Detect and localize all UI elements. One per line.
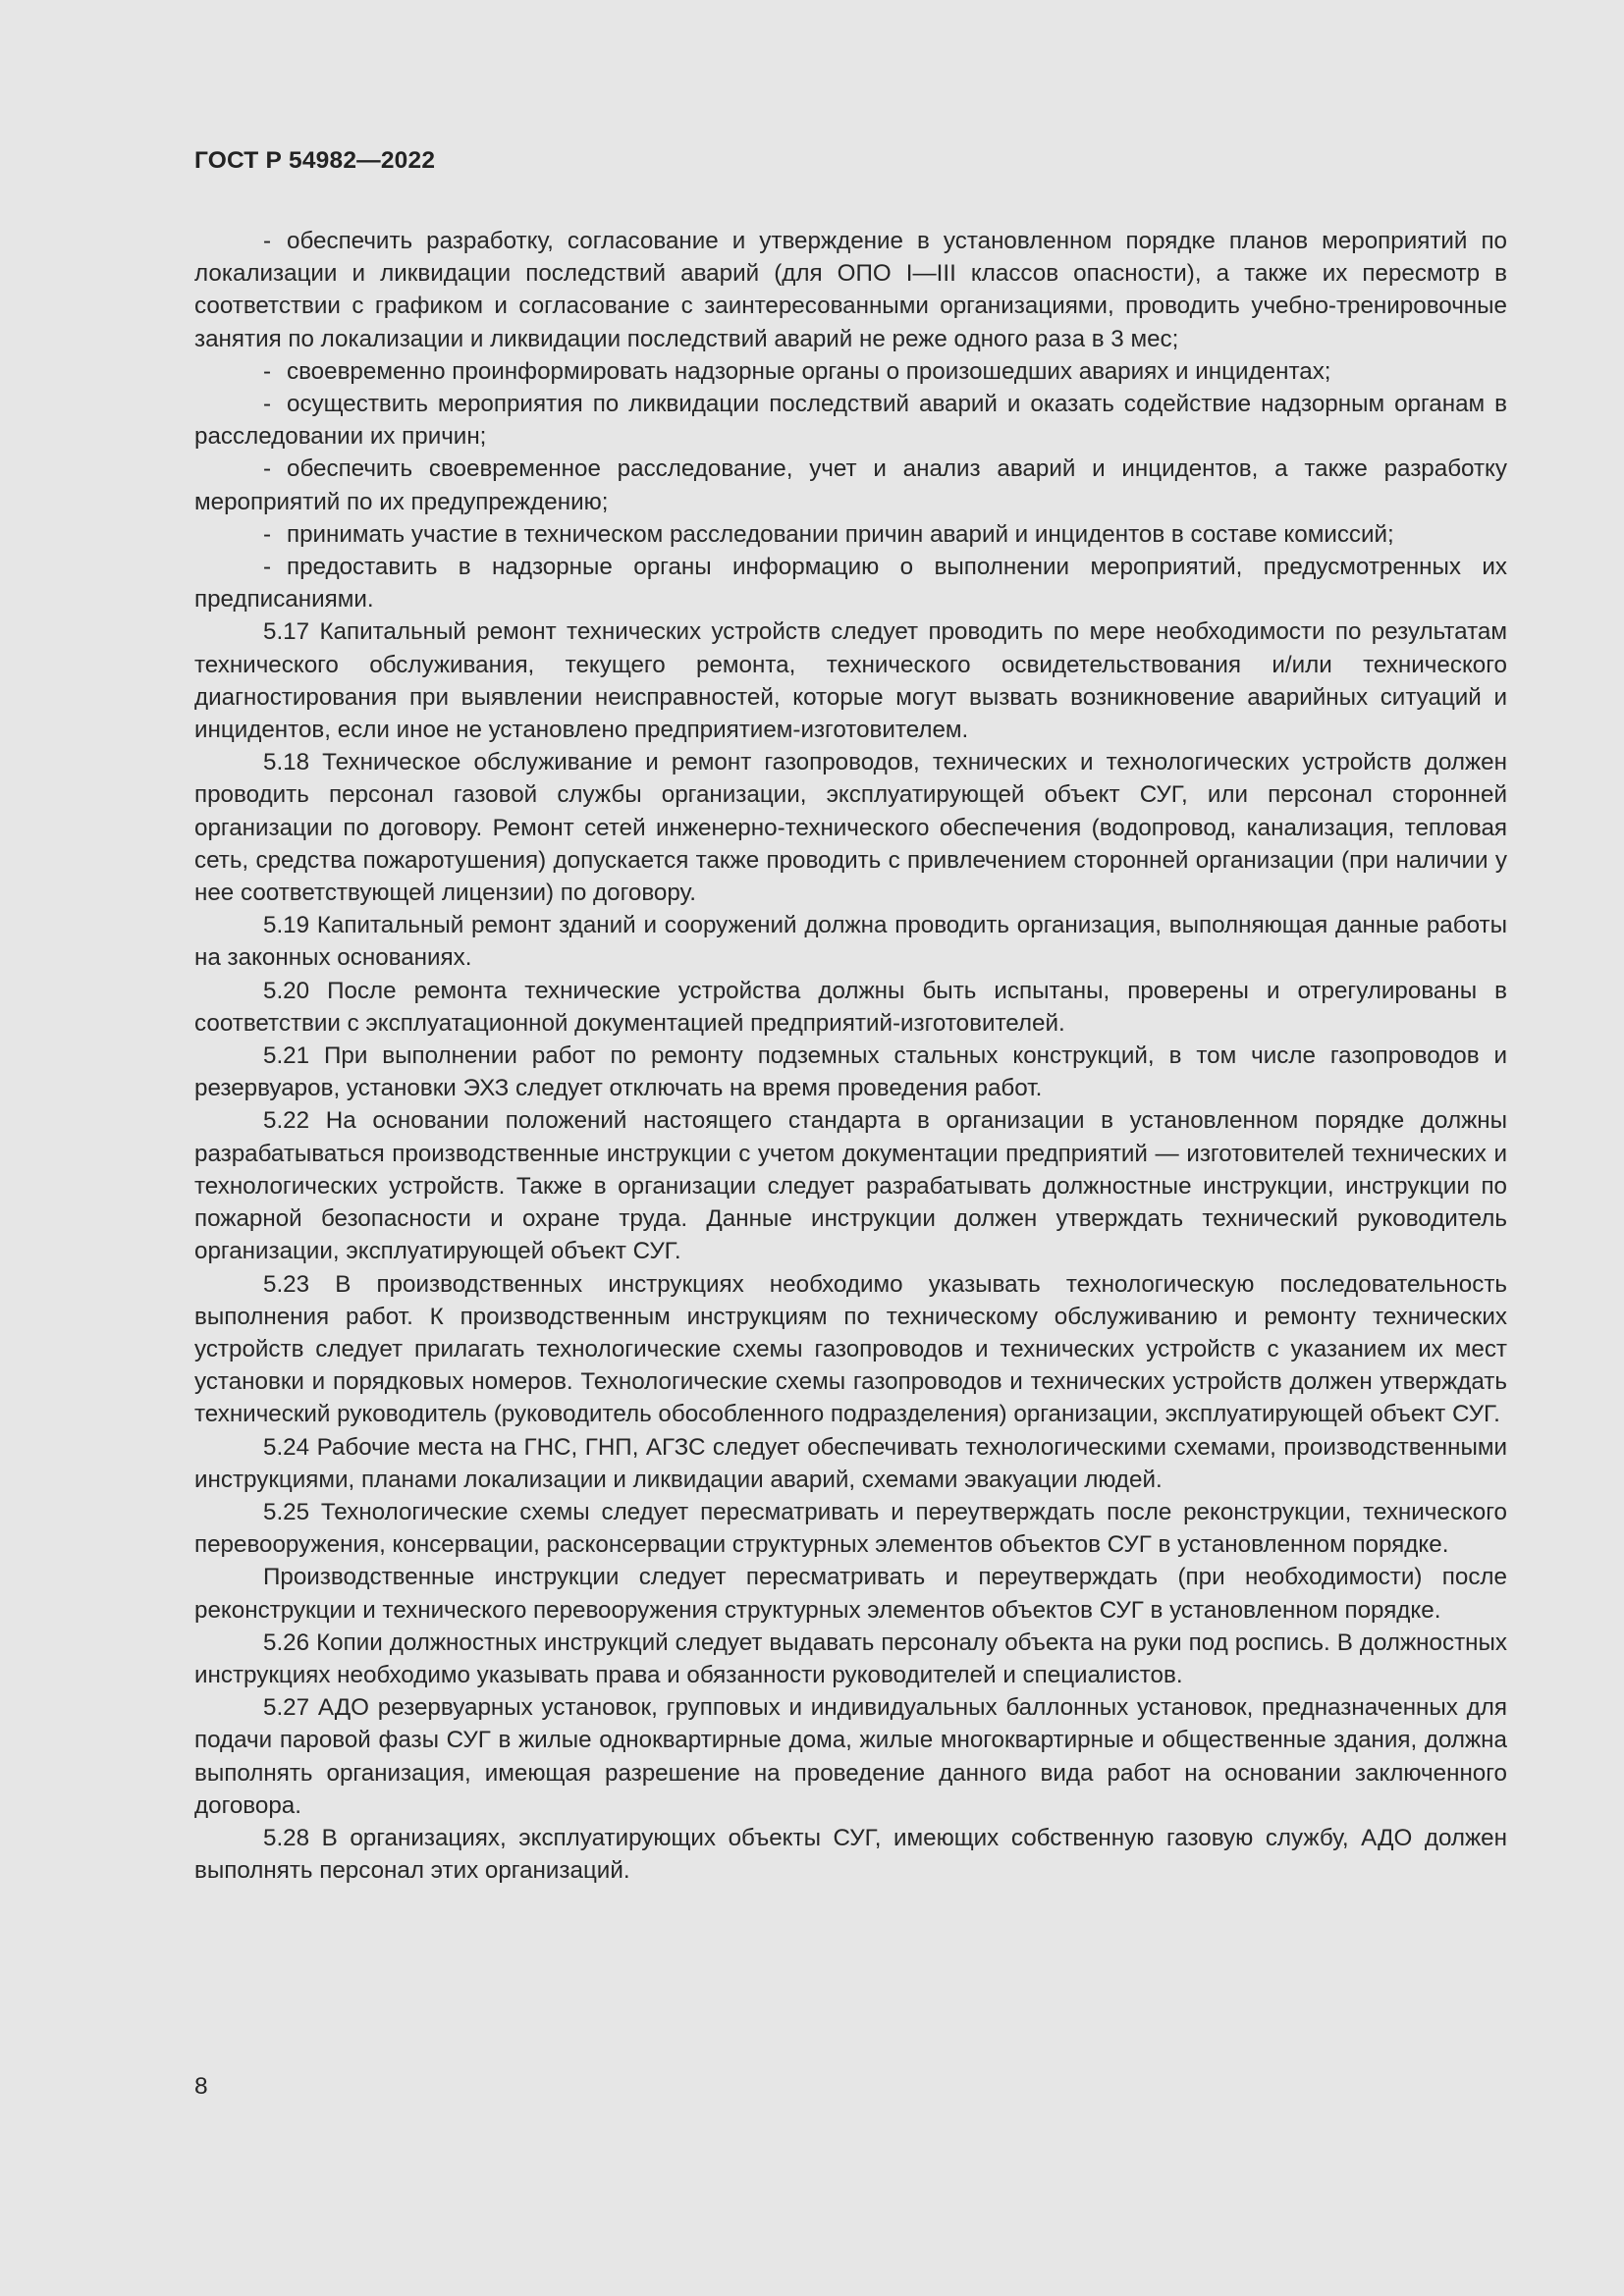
dash-marker: - xyxy=(263,520,272,548)
paragraph-5-25: 5.25 Технологические схемы следует пересматривать и переутверждать после реконструкции, технического перевооружения, консервации, расконсервации структурных элементов объектов СУГ в установленном порядке. xyxy=(194,1498,1507,1559)
list-item-text: обеспечить своевременное расследование, учет и анализ аварий и инцидентов, а также разработку мероприятий по их предупреждению; xyxy=(194,455,1507,515)
page-number: 8 xyxy=(194,2073,208,2100)
paragraph-5-26: 5.26 Копии должностных инструкций следует выдавать персоналу объекта на руки под роспись. В должностных инструкциях необходимо указывать права и обязанности руководителей и специалистов. xyxy=(194,1629,1507,1688)
paragraph-5-22: 5.22 На основании положений настоящего стандарта в организации в установленном порядке должны разрабатываться производственные инструкции с учетом документации предприятий — изготовителей технических и технологических устройств. Также в организации следует разрабатывать должностные инструкции, инструкции по пожарной безопасности и охране труда. Данные инструкции должен утверждать технический руководитель организации, эксплуатирующей объект СУГ. xyxy=(194,1107,1507,1265)
list-item xyxy=(194,518,1507,551)
list-item-text: осуществить мероприятия по ликвидации последствий аварий и оказать содействие надзорным органам в расследовании их причин; xyxy=(194,391,1507,451)
dash-marker: - xyxy=(263,455,272,483)
paragraph-5-24: 5.24 Рабочие места на ГНС, ГНП, АГЗС следует обеспечивать технологическими схемами, производственными инструкциями, планами локализации и ликвидации аварий, схемами эвакуации людей. xyxy=(194,1433,1507,1493)
paragraph-5-23: 5.23 В производственных инструкциях необходимо указывать технологическую последовательность выполнения работ. К производственным инструкциям по техническому обслуживанию и ремонту технических устройств следует прилагать технологические схемы газопроводов и технических устройств с указанием их мест установки и порядковых номеров. Технологические схемы газопроводов и технических устройств должен утверждать технический руководитель (руководитель обособленного подразделения) организации, эксплуатирующей объект СУГ. xyxy=(194,1270,1507,1428)
paragraph-5-27: 5.27 АДО резервуарных установок, групповых и индивидуальных баллонных установок, предназначенных для подачи паровой фазы СУГ в жилые одноквартирные дома, жилые многоквартирные и общественные здания, должна выполнять организация, имеющая разрешение на проведение данного вида работ на основании заключенного договора. xyxy=(194,1694,1507,1819)
document-code-header: ГОСТ Р 54982—2022 xyxy=(194,147,436,174)
list-item xyxy=(194,551,1507,615)
paragraph-5-21: 5.21 При выполнении работ по ремонту подземных стальных конструкций, в том числе газопроводов и резервуаров, установки ЭХЗ следует отключать на время проведения работ. xyxy=(194,1042,1507,1102)
list-item-text: предоставить в надзорные органы информацию о выполнении мероприятий, предусмотренных их предписаниями. xyxy=(194,554,1507,614)
paragraph-5-28: 5.28 В организациях, эксплуатирующих объекты СУГ, имеющих собственную газовую службу, АДО должен выполнять персонал этих организаций. xyxy=(194,1824,1507,1885)
list-item xyxy=(194,355,1507,388)
dash-marker: - xyxy=(263,554,272,581)
paragraph-5-19: 5.19 Капитальный ремонт зданий и сооружений должна проводить организация, выполняющая данные работы на законных основаниях. xyxy=(194,912,1507,972)
list-item-text: своевременно проинформировать надзорные органы о произошедших авариях и инцидентах; xyxy=(287,357,1331,385)
dash-marker: - xyxy=(263,228,272,254)
paragraph-5-18: 5.18 Техническое обслуживание и ремонт газопроводов, технических и технологических устройств должен проводить персонал газовой службы организации, эксплуатирующей объект СУГ, или персонал сторонней организации по договору. Ремонт сетей инженерно-технического обеспечения (водопровод, канализация, тепловая сеть, средства пожаротушения) допускается также проводить с привлечением сторонней организации (при наличии у нее соответствующей лицензии) по договору. xyxy=(194,749,1507,907)
list-item-text: принимать участие в техническом расследовании причин аварий и инцидентов в составе комиссий; xyxy=(287,520,1394,548)
list-item xyxy=(194,225,1507,355)
list-item xyxy=(194,453,1507,517)
paragraph-5-17: 5.17 Капитальный ремонт технических устройств следует проводить по мере необходимости по результатам технического обслуживания, текущего ремонта, технического освидетельствования и/или технического диагностирования при выявлении неисправностей, которые могут вызвать возникновение аварийных ситуаций и инцидентов, если иное не установлено предприятием-изготовителем. xyxy=(194,618,1507,744)
list-item xyxy=(194,388,1507,453)
document-body xyxy=(194,225,1507,1887)
list-item-text: обеспечить разработку, согласование и утверждение в установленном порядке планов мероприятий по локализации и ликвидации последствий аварий (для ОПО I—III классов опасности), а также их пересмотр в соответствии с графиком и согласование с заинтересованными организациями, проводить учебно-тренировочные занятия по локализации и ликвидации последствий аварий не реже одного раза в 3 мес; xyxy=(194,228,1507,352)
paragraph-5-20: 5.20 После ремонта технические устройства должны быть испытаны, проверены и отрегулированы в соответствии с эксплуатационной документацией предприятий-изготовителей. xyxy=(194,977,1507,1037)
dash-marker: - xyxy=(263,391,272,418)
paragraph-5-25-continued: Производственные инструкции следует пересматривать и переутверждать (при необходимости) после реконструкции и технического перевооружения структурных элементов объектов СУГ в установленном порядке. xyxy=(194,1564,1507,1624)
dash-marker: - xyxy=(263,357,272,385)
